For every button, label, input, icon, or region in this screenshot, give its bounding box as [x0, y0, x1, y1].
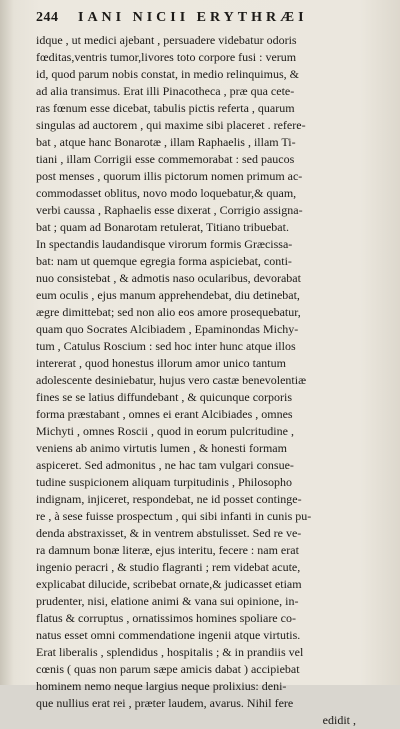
text-line: aspiceret. Sed admonitus , ne hac tam vulgari consue-	[36, 458, 294, 472]
text-line: ægre dimittebat; sed non alio eos amore prosequebatur,	[36, 305, 301, 319]
text-line: singulas ad auctorem , qui maxime sibi placeret . refere-	[36, 118, 306, 132]
text-line: bat: nam ut quemque egregia forma aspiciebat, conti-	[36, 254, 292, 268]
text-line: nuo consistebat , & admotis naso ocularibus, devorabat	[36, 271, 301, 285]
text-line: In spectandis laudandisque virorum formis Græcissa-	[36, 237, 293, 251]
page-header	[36, 10, 360, 30]
text-line: bat , atque hanc Bonarotæ , illam Raphaelis , illam Ti-	[36, 135, 296, 149]
text-line: quam quo Socrates Alcibiadem , Epaminondas Michy-	[36, 322, 299, 336]
text-line: Erat liberalis , splendidus , hospitalis ; & in prandiis vel	[36, 645, 304, 659]
text-line: forma præstabant , omnes ei erant Alcibiades , omnes	[36, 407, 293, 421]
text-line: que nullius erat rei , præter laudem, avarus. Nihil fere	[36, 696, 294, 710]
text-line: fœditas,ventris tumor,livores toto corpore fusi : verum	[36, 50, 297, 64]
body-text	[36, 32, 360, 729]
page-number: 244	[36, 10, 59, 25]
text-line: flatus & corruptus , ornatissimos homines spoliare co-	[36, 611, 296, 625]
text-line: ra damnum bonæ literæ, ejus interitu, fecere : nam erat	[36, 543, 299, 557]
text-line: tiani , illam Corrigii esse commemorabat : sed paucos	[36, 152, 295, 166]
text-line: fines se se latius diffundebant , & quicunque corporis	[36, 390, 293, 404]
final-line: edidit ,	[322, 713, 356, 727]
text-line: bat ; quam ad Bonarotam retulerat, Titiano tribuebat.	[36, 220, 289, 234]
running-head: IANI NICII ERYTHRÆI	[78, 10, 308, 25]
text-line: cœnis ( quas non parum sæpe amicis dabat ) accipiebat	[36, 662, 300, 676]
text-line: indignam, injiceret, respondebat, ne id posset continge-	[36, 492, 302, 506]
text-line: explicabat dilucide, scribebat ornate,& judicasset etiam	[36, 577, 302, 591]
text-line: tudine suspicionem aliquam turpitudinis , Philosopho	[36, 475, 292, 489]
text-line: hominem nemo neque largius neque prolixius: deni-	[36, 679, 287, 693]
text-line: re , à sese fuisse prospectum , qui sibi infanti in cunis pu-	[36, 509, 312, 523]
text-line: Michyti , omnes Roscii , quod in eorum pulcritudine ,	[36, 424, 294, 438]
text-line: ras fœnum esse dicebat, tabulis pictis referta , quarum	[36, 101, 295, 115]
text-line: verbi caussa , Raphaelis esse dixerat , Corrigio assigna-	[36, 203, 303, 217]
text-line: denda abstraxisset, & in ventrem abstulisset. Sed re ve-	[36, 526, 302, 540]
text-line: adolescente desiniebatur, hujus vero castæ benevolentiæ	[36, 373, 307, 387]
text-line: prudenter, nisi, elatione animi & vana sui opinione, in-	[36, 594, 299, 608]
text-line: id, quod parum nobis constat, in medio relinquimus, &	[36, 67, 299, 81]
text-line: idque , ut medici ajebant , persuadere videbatur odoris	[36, 33, 297, 47]
text-line: eum oculis , ejus manum apprehendebat, diu detinebat,	[36, 288, 300, 302]
text-line: ad alia transimus. Erat illi Pinacotheca , præ qua cete-	[36, 84, 295, 98]
text-line: ingenio peracri , & studio flagranti ; rem videbat acute,	[36, 560, 301, 574]
text-line: post menses , quorum illis pictorum nomen primum ac-	[36, 169, 303, 183]
text-line: natus esset omni commendatione ingenii atque virtutis.	[36, 628, 301, 642]
text-line: intererat , quod honestus illorum amor unico tantum	[36, 356, 286, 370]
text-line: commodasset oblitus, novo modo loquebatur,& quam,	[36, 186, 297, 200]
text-line: tum , Catulus Roscium : sed hoc inter hunc atque illos	[36, 339, 296, 353]
text-line: veniens ab animo virtutis lumen , & honesti formam	[36, 441, 287, 455]
